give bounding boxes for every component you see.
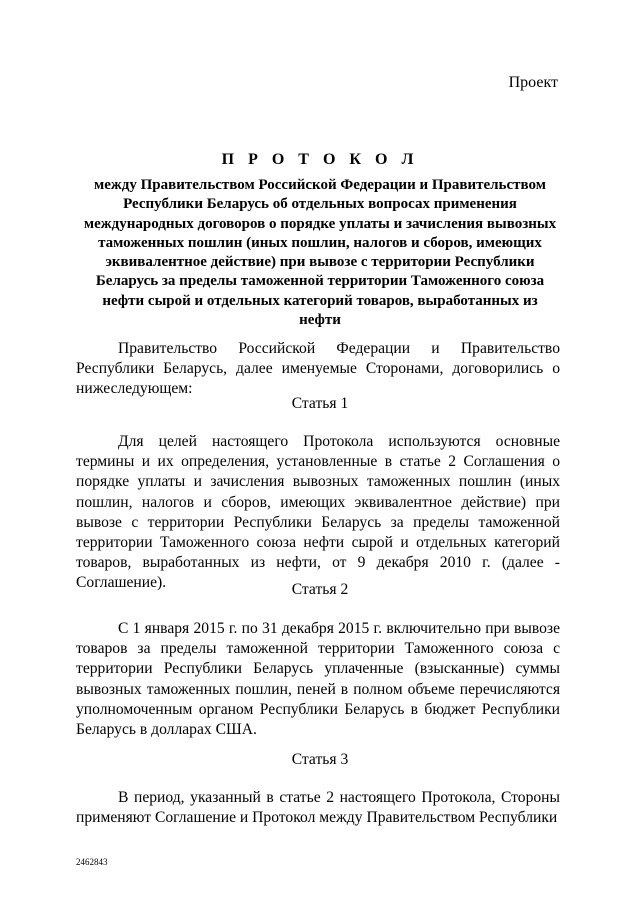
draft-mark: Проект xyxy=(508,74,558,91)
preamble-paragraph: Правительство Российской Федерации и Правительство Республики Беларусь, далее именуемые Сторонами, договорились о нижеследующем: xyxy=(76,340,560,398)
article-2-text: С 1 января 2015 г. по 31 декабря 2015 г. включительно при вывозе товаров за пределы таможенной территории Таможенного союза с территории Республики Беларусь уплаченные (взысканные) суммы вывозных таможенных пошлин, пеней в полном объеме перечисляются уполномоченным органом Республики Беларусь в бюджет Республики Беларусь в долларах США. xyxy=(76,620,560,739)
article-1-text: Для целей настоящего Протокола используются основные термины и их определения, установленные в статье 2 Соглашения о порядке уплаты и зачисления вывозных таможенных пошлин (иных пошлин, налогов и сборов, имеющих эквивалентное действие) при вывозе с территории Республики Беларусь за пределы таможенной территории Таможенного союза нефти сырой и отдельных категорий товаров, выработанных из нефти, от 9 декабря 2010 г. (далее - Соглашение). xyxy=(76,433,560,592)
document-code: 2462843 xyxy=(76,857,108,867)
document-subtitle: между Правительством Российской Федерации и Правительством Республики Беларусь об отдельных вопросах применения международных договоров о порядке уплаты и зачисления вывозных таможенных пошлин (иных пошлин, налогов и сборов, имеющих эквивалентное действие) при вывозе с территории Республики Беларусь за пределы таможенной территории Таможенного союза нефти сырой и отдельных категорий товаров, выработанных из нефти xyxy=(83,177,557,329)
article-2-heading: Статья 2 xyxy=(291,581,349,598)
article-1-heading: Статья 1 xyxy=(291,395,349,412)
article-3-text: В период, указанный в статье 2 настоящего Протокола, Стороны применяют Соглашение и Протокол между Правительством Республики xyxy=(76,789,560,827)
article-3-heading: Статья 3 xyxy=(291,751,349,768)
document-title: П Р О Т О К О Л xyxy=(221,151,419,168)
